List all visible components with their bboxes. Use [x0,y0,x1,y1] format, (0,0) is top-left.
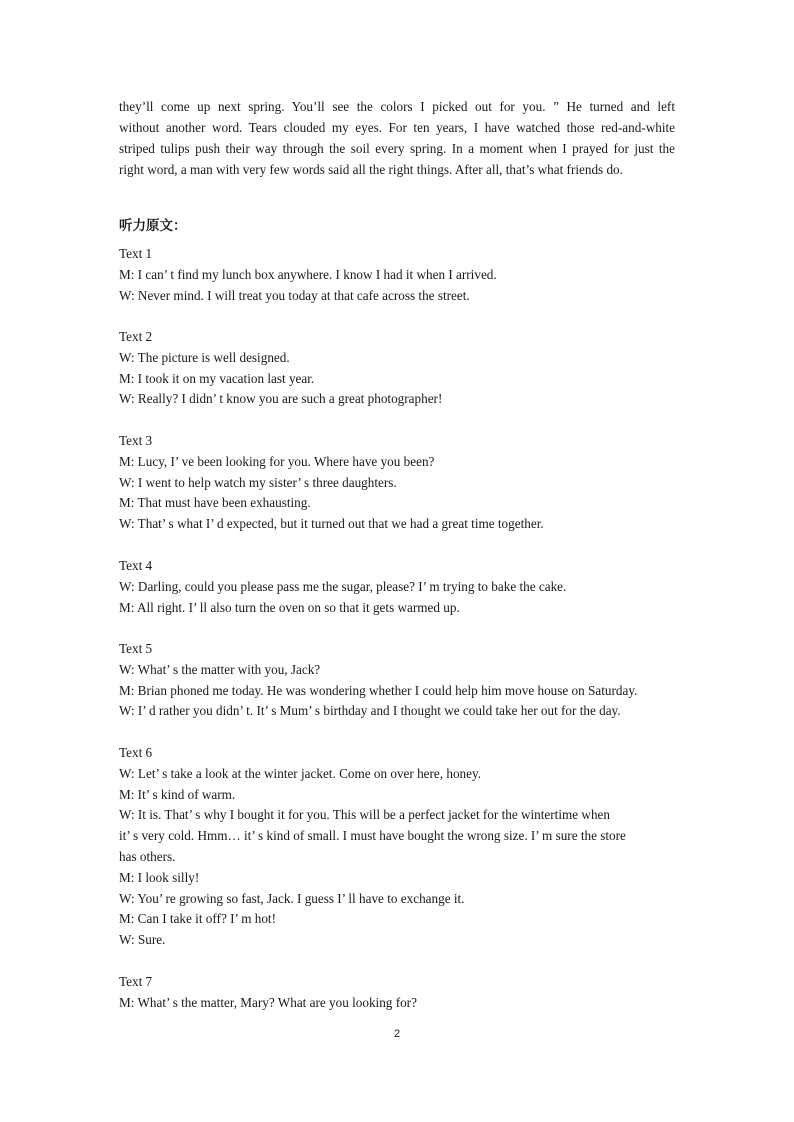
dialogue-line: W: Never mind. I will treat you today at that cafe across the street. [119,287,470,303]
dialogue-line: M: I look silly! [119,869,200,885]
paragraph-line: they’ll come up next spring. You’ll see the colors I picked out for you. ” He turned and left [119,99,675,114]
dialogue-line: M: I took it on my vacation last year. [119,370,315,386]
text-title: Text 6 [119,745,153,760]
dialogue-line: W: What’ s the matter with you, Jack? [119,661,321,677]
dialogue-line: M: Can I take it off? I’ m hot! [119,911,276,927]
page-number: 2 [393,1028,401,1040]
dialogue-line: has others. [119,848,176,864]
text-title: Text 7 [119,974,153,989]
dialogue-line: M: It’ s kind of warm. [119,786,236,802]
text-block-5 [119,639,699,722]
dialogue-line: M: What’ s the matter, Mary? What are you looking for? [119,994,417,1010]
text-block-3 [119,431,699,535]
text-title: Text 2 [119,329,153,344]
dialogue-line: W: Darling, could you please pass me the sugar, please? I’ m trying to bake the cake. [119,578,567,594]
text-block-6 [119,743,699,951]
dialogue-line: M: I can’ t find my lunch box anywhere. I know I had it when I arrived. [119,266,497,282]
text-block-1 [119,244,699,306]
dialogue-line: W: Really? I didn’ t know you are such a great photographer! [119,391,443,407]
text-title: Text 1 [119,246,153,261]
dialogue-line: W: I’ d rather you didn’ t. It’ s Mum’ s birthday and I thought we could take her out for the day. [119,703,621,719]
dialogue-line: M: Brian phoned me today. He was wondering whether I could help him move house on Saturday. [119,682,638,698]
dialogue-line: M: All right. I’ ll also turn the oven on so that it gets warmed up. [119,599,460,615]
text-title: Text 5 [119,641,153,656]
section-heading: 听力原文： [119,218,187,234]
dialogue-line: W: That’ s what I’ d expected, but it turned out that we had a great time together. [119,516,544,532]
text-block-2 [119,327,699,410]
dialogue-line: W: Let’ s take a look at the winter jacket. Come on over here, honey. [119,765,482,781]
text-title: Text 4 [119,558,153,573]
story-paragraph [119,96,675,180]
dialogue-line: W: It is. That’ s why I bought it for you. This will be a perfect jacket for the wintertime when [119,807,610,823]
paragraph-line: without another word. Tears clouded my eyes. For ten years, I have watched those red-and-white [119,120,675,135]
dialogue-line: M: That must have been exhausting. [119,495,311,511]
text-block-7 [119,972,699,1014]
dialogue-line: M: Lucy, I’ ve been looking for you. Where have you been? [119,453,435,469]
dialogue-line: it’ s very cold. Hmm… it’ s kind of small. I must have bought the wrong size. I’ m sure the store [119,828,626,844]
dialogue-line: W: You’ re growing so fast, Jack. I guess I’ ll have to exchange it. [119,890,465,906]
dialogue-line: W: I went to help watch my sister’ s three daughters. [119,474,397,490]
text-block-4 [119,556,699,618]
paragraph-line: striped tulips push their way through the soil every spring. In a moment when I prayed for just the [119,141,675,156]
text-title: Text 3 [119,433,153,448]
paragraph-line: right word, a man with very few words said all the right things. After all, that’s what friends do. [119,162,623,177]
dialogue-line: W: Sure. [119,932,166,948]
dialogue-line: W: The picture is well designed. [119,349,290,365]
